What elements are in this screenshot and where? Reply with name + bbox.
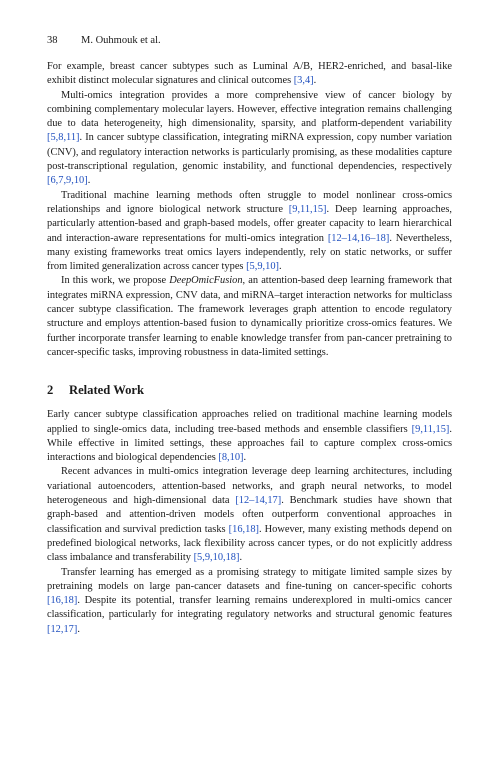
paragraph-text: . [87, 175, 91, 187]
paragraph-text: . Benchmark studies have shown that graph-based and attention-driven models often outperform conventional approaches in classification and survival prediction tasks [47, 495, 452, 535]
paragraph-text: . Nevertheless, many existing frameworks treat omics layers independently, rely on static networks, or suffer from limited generalization across cancer types [47, 232, 452, 273]
citation-link[interactable]: [3,4] [293, 75, 314, 87]
paragraph [47, 465, 452, 565]
related-work-section [47, 408, 452, 637]
paragraph-text: . However, many existing methods depend on predefined biological networks, lack flexibility across cancer types, or do not explicitly address class imbalance and transferability [47, 523, 452, 564]
method-name: DeepOmicFusion [169, 275, 243, 287]
paragraph [47, 60, 452, 89]
paragraph-text: Multi-omics integration provides a more comprehensive view of cancer biology by combining complementary molecular layers. However, effective integration remains challenging due to data heterogeneity, high dimensionality, sparsity, and platform-dependent variability [47, 89, 452, 130]
citation-link[interactable]: [16,18] [47, 595, 78, 607]
citation-link[interactable]: [6,7,9,10] [47, 175, 88, 187]
main-text [47, 60, 452, 637]
paragraph-text: . [243, 452, 247, 464]
paragraph-text: Traditional machine learning methods often struggle to model nonlinear cross-omics relationships and ignore biological network structure [47, 189, 452, 215]
paragraph-text: Transfer learning has emerged as a promising strategy to mitigate limited sample sizes by pretraining models on large pan-cancer datasets and fine-tuning on cancer-specific cohorts [47, 566, 452, 592]
intro-section [47, 60, 452, 360]
citation-link[interactable]: [8,10] [218, 452, 244, 464]
paragraph-text: . [77, 623, 80, 635]
citation-link[interactable]: [9,11,15] [411, 423, 450, 435]
paragraph-text: . [313, 75, 317, 87]
paragraph-text: . Deep learning approaches, particularly attention-based and graph-based models, offer greater capacity to learn hierarchical and interaction-aware representations for multi-omics integration [47, 203, 453, 244]
paragraph-text: . Despite its potential, transfer learning remains underexplored in multi-omics cancer classification, particularly for integrating regulatory networks and structural genomic features [47, 595, 452, 621]
paragraph [47, 274, 452, 360]
paragraph [47, 566, 452, 637]
paragraph-text: , an attention-based deep learning framework that integrates miRNA expression, CNV data, and miRNA–target interaction networks for multiclass cancer subtype classification. The framework leverages graph attention to encode regulatory structure and employs attention-based fusion to dynamically prioritize cross-omics features. We further incorporate transfer learning to enable knowledge transfer from pan-cancer pretraining to cancer-specific tasks, improving robustness in data-limited settings. [47, 275, 452, 358]
citation-link[interactable]: [5,9,10] [246, 261, 279, 273]
paragraph [47, 89, 452, 189]
running-head-authors: M. Ouhmouk et al. [81, 35, 161, 46]
citation-link[interactable]: [5,9,10,18] [193, 552, 240, 564]
paragraph-text: . While effective in limited settings, these approaches fail to capture complex cross-omics interactions and biological dependencies [47, 423, 452, 464]
citation-link[interactable]: [12–14,16–18] [327, 232, 390, 244]
citation-link[interactable]: [9,11,15] [288, 203, 327, 215]
paragraph [47, 189, 452, 275]
citation-link[interactable]: [12,17] [47, 623, 78, 635]
paragraph-text: Early cancer subtype classification approaches relied on traditional machine learning models applied to single-omics data, including tree-based methods and ensemble classifiers [47, 409, 452, 435]
page-number: 38 [47, 35, 58, 46]
paragraph-text: In this work, we propose [61, 275, 170, 287]
paragraph-text: . [239, 552, 243, 564]
paragraph-text: Recent advances in multi-omics integration leverage deep learning architectures, including variational autoencoders, attention-based networks, and graph neural networks, to model heterogeneous and high-dimensional data [47, 466, 452, 507]
paragraph [47, 408, 452, 465]
citation-link[interactable]: [16,18] [228, 523, 259, 535]
running-header [47, 34, 457, 48]
citation-link[interactable]: [5,8,11] [47, 132, 80, 144]
citation-link[interactable]: [12–14,17] [235, 495, 282, 507]
paragraph-text: . [278, 261, 282, 273]
section-title: Related Work [69, 383, 144, 398]
section-heading [47, 382, 452, 398]
section-number: 2 [47, 383, 54, 398]
paragraph-text: For example, breast cancer subtypes such as Luminal A/B, HER2-enriched, and basal-like exhibit distinct molecular signatures and clinical outcomes [47, 61, 452, 87]
paragraph-text: . In cancer subtype classification, integrating miRNA expression, copy number variation (CNV), and regulatory interaction networks is particularly promising, as these modalities capture post-transcriptional regulation, genomic instability, and functional dependencies, respectively [47, 132, 452, 173]
